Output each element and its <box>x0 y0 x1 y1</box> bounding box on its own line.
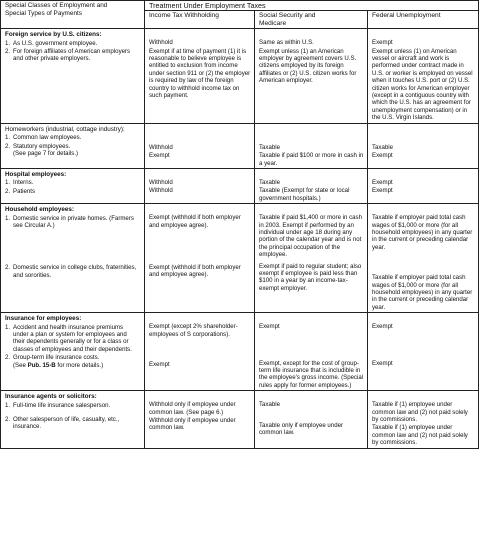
treatment-group-header: Treatment Under Employment Taxes <box>145 1 479 11</box>
federal-cell: Exempt Exempt unless (1) on American vessel or aircraft and work is performed under contract made in U.S. or worker is employed on vessel when it touches U.S. port or (2) U.S. citizen works for American employer (except in a contiguous country with which the U.S. has an agreement for unemployment compensation) or in the U.S. Virgin Islands. <box>368 29 479 123</box>
category-cell-foreign <box>1 29 145 123</box>
list-item: 2. Domestic service in college clubs, fraternities, and sororities. <box>5 264 137 279</box>
list-item: 1. Accident and health insurance premiums under a plan or system for employees and their dependents generally or for a class or classes of employees and their dependents. <box>5 323 132 353</box>
federal-cell: Taxable Exempt <box>368 123 479 168</box>
social-cell: Taxable Taxable if paid $100 or more in cash in a year. <box>255 123 368 168</box>
list-item: 1. As U.S. government employee. <box>5 39 98 47</box>
income-cell: Exempt (withhold if both employer and employee agree). Exempt (withhold if both employer and employee agree). <box>145 204 255 313</box>
income-tax-header: Income Tax Withholding <box>145 11 255 29</box>
table-row <box>1 204 479 313</box>
list-item: 1. Common law employees. <box>5 134 82 142</box>
corner-header <box>1 1 145 29</box>
section-heading: Household employees: <box>5 206 74 214</box>
federal-cell: Taxable if (1) employee under common law and (2) not paid solely by commissions. Taxable if (1) employee under common law and (2) not paid solely by commissions. <box>368 391 479 448</box>
header-row-group <box>1 1 479 11</box>
section-heading: Insurance for employees: <box>5 315 82 323</box>
section-heading: Insurance agents or solicitors: <box>5 393 97 401</box>
list-item: 2. For foreign affiliates of American employers and other private employers. <box>5 48 131 63</box>
section-heading: Foreign service by U.S. citizens: <box>5 31 102 39</box>
social-security-header <box>255 11 368 29</box>
table-row <box>1 313 479 391</box>
list-item: 2. Other salesperson of life, casualty, etc., insurance. <box>5 416 120 431</box>
social-cell: Taxable Taxable (Exempt for state or local government hospitals.) <box>255 168 368 203</box>
list-item: 1. Full-time life insurance salesperson. <box>5 401 111 409</box>
corner-header-line2: Special Types of Payments <box>5 9 82 17</box>
corner-header-line1: Special Classes of Employment and <box>5 2 108 9</box>
table-row <box>1 123 479 168</box>
list-item: 2. Group-term life insurance costs. (See Pub. 15-B for more details.) <box>5 354 104 369</box>
table-row <box>1 168 479 203</box>
federal-cell: Taxable if employer paid total cash wages of $1,000 or more (for all household employees) in any quarter in the current or preceding calendar year. Taxable if employer paid total cash wages of $1,000 or more (for all household employees) in any quarter in the current or preceding calendar year. <box>368 204 479 313</box>
category-cell-household <box>1 204 145 313</box>
federal-unemployment-header: Federal Unemployment <box>368 11 479 29</box>
social-cell: Taxable Taxable only if employee under common law. <box>255 391 368 448</box>
category-cell-homeworkers <box>1 123 145 168</box>
income-cell: Exempt (except 2% shareholder-employees of S corporations). Exempt <box>145 313 255 391</box>
list-item: 2. Statutory employees. (See page 7 for details.) <box>5 142 79 157</box>
income-cell: Withhold only if employee under common law. (See page 6.) Withhold only if employee under common law. <box>145 391 255 448</box>
federal-cell: Exempt Exempt <box>368 168 479 203</box>
social-header-line1: Social Security and <box>259 12 316 20</box>
income-cell: Withhold Exempt if at time of payment (1) it is reasonable to believe employee is entitled to exclusion from income under section 911 or (2) the employer is required by law of the foreign country to withhold income tax on such payment. <box>145 29 255 123</box>
table-row <box>1 29 479 123</box>
federal-cell: Exempt Exempt <box>368 313 479 391</box>
category-cell-insurance-employees <box>1 313 145 391</box>
social-cell: Taxable if paid $1,400 or more in cash in 2003. Exempt if performed by an individual under age 18 during any portion of the calendar year and is not the principal occupation of the employee. Exempt if paid to regular student; also exempt if employee is paid less than $100 in a year by an income-tax-exempt employer. <box>255 204 368 313</box>
social-cell: Exempt Exempt, except for the cost of group-term life insurance that is includible in the employee's gross income. (Special rules apply for former employees.) <box>255 313 368 391</box>
income-cell: Withhold Exempt <box>145 123 255 168</box>
category-cell-hospital <box>1 168 145 203</box>
category-cell-insurance-agents <box>1 391 145 448</box>
list-item: 1. Interns. <box>5 179 34 187</box>
income-cell: Withhold Withhold <box>145 168 255 203</box>
section-heading: Homeworkers (industrial, cottage industry): <box>5 125 125 133</box>
list-item: 1. Domestic service in private homes. (Farmers see Circular A.) <box>5 214 134 229</box>
section-heading: Hospital employees: <box>5 170 67 178</box>
social-header-line2: Medicare <box>259 19 287 27</box>
social-cell: Same as within U.S. Exempt unless (1) an American employer by agreement covers U.S. citizens employed by its foreign affiliates or (2) U.S. citizen works for American employer. <box>255 29 368 123</box>
table-row <box>1 391 479 448</box>
list-item: 2. Patients <box>5 187 36 195</box>
